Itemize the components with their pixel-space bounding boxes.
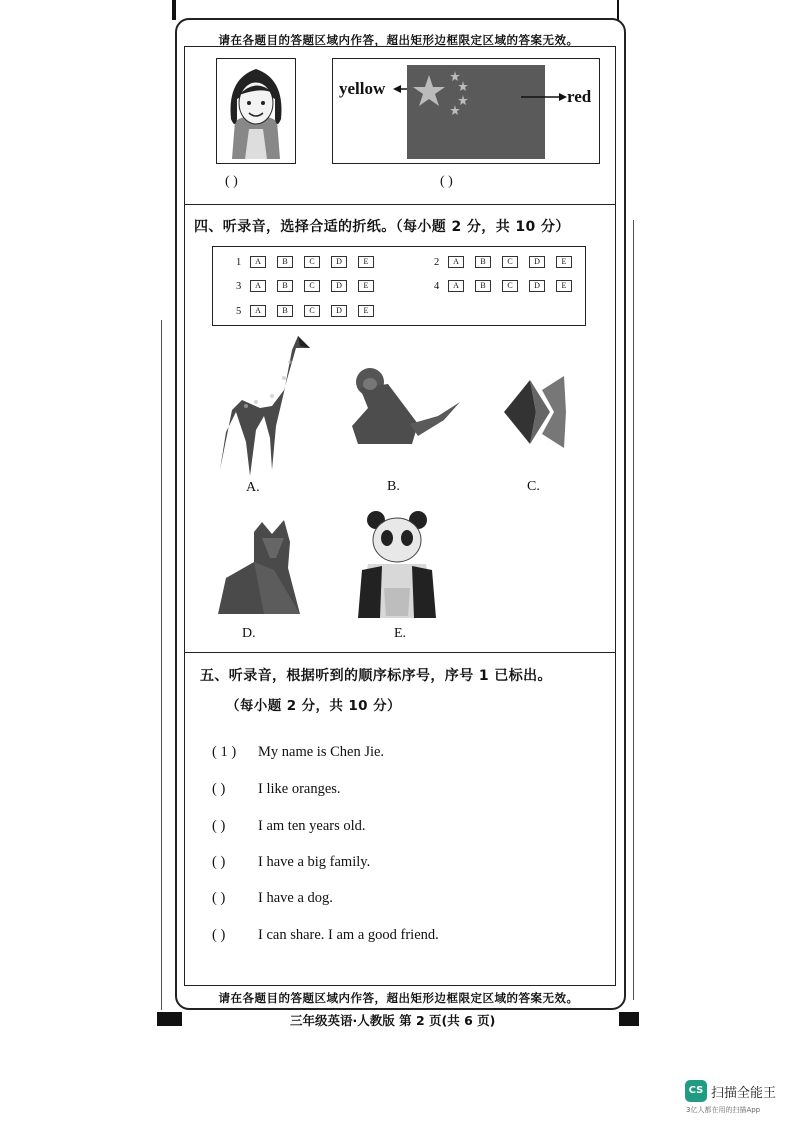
row-num: 5	[236, 305, 242, 317]
notice-bottom: 请在各题目的答题区域内作答，超出矩形边框限定区域的答案无效。	[218, 991, 579, 1005]
sentence-text: I like oranges.	[258, 781, 341, 797]
option-b[interactable]: B	[277, 305, 293, 317]
option-a[interactable]: A	[250, 280, 266, 292]
sentence-6	[212, 927, 439, 944]
option-d[interactable]: D	[331, 256, 347, 268]
scanner-name: 扫描全能王	[711, 1085, 777, 1101]
flag-label-red: red	[567, 87, 592, 106]
sentence-2	[212, 781, 341, 798]
option-b[interactable]: B	[277, 256, 293, 268]
answer-row-1	[236, 256, 385, 268]
flag-picture	[332, 58, 600, 164]
answer-row-4	[434, 280, 583, 292]
row-num: 2	[434, 256, 440, 268]
option-d[interactable]: D	[529, 280, 545, 292]
fish-origami-icon	[500, 374, 570, 450]
sentence-text: I am ten years old.	[258, 818, 366, 834]
sentence-text: My name is Chen Jie.	[258, 744, 385, 760]
option-e[interactable]: E	[358, 256, 374, 268]
picture-label-b: B.	[387, 479, 400, 494]
flag-label-yellow: yellow	[339, 79, 386, 98]
option-c[interactable]: C	[304, 305, 320, 317]
option-c[interactable]: C	[502, 280, 518, 292]
right-margin-line	[633, 220, 634, 1000]
page-footer: 三年级英语·人教版 第 2 页(共 6 页)	[290, 1013, 496, 1028]
girl-icon	[217, 59, 295, 163]
answer-row-2	[434, 256, 583, 268]
order-paren[interactable]: ( )	[212, 890, 226, 906]
picture-label-a: A.	[246, 480, 260, 495]
china-flag	[407, 65, 545, 159]
picture-label-e: E.	[394, 626, 407, 641]
order-paren[interactable]: ( )	[212, 781, 226, 797]
row-num: 4	[434, 280, 440, 292]
option-d[interactable]: D	[331, 305, 347, 317]
row-num: 1	[236, 256, 242, 268]
sentence-3	[212, 818, 366, 835]
picture-label-d: D.	[242, 626, 256, 641]
option-e[interactable]: E	[358, 280, 374, 292]
top-right-mark	[617, 0, 619, 20]
panda-origami-icon	[356, 508, 438, 620]
option-d[interactable]: D	[331, 280, 347, 292]
sentence-text: I can share. I am a good friend.	[258, 927, 439, 943]
option-c[interactable]: C	[304, 256, 320, 268]
option-a[interactable]: A	[250, 256, 266, 268]
notice-top: 请在各题目的答题区域内作答，超出矩形边框限定区域的答案无效。	[218, 33, 579, 47]
section4-title: 四、听录音，选择合适的折纸。（每小题 2 分，共 10 分）	[194, 219, 570, 235]
footer-mark-right	[619, 1012, 639, 1026]
section5-subtitle: （每小题 2 分，共 10 分）	[226, 698, 401, 714]
sentence-1	[212, 744, 384, 761]
option-a[interactable]: A	[448, 280, 464, 292]
answer-paren-flag[interactable]: ( )	[440, 174, 453, 189]
answer-paren-girl[interactable]: ( )	[225, 174, 238, 189]
answer-row-5	[236, 305, 385, 317]
sentence-4	[212, 854, 370, 871]
option-a[interactable]: A	[448, 256, 464, 268]
girl-picture	[216, 58, 296, 164]
scanner-badge: CS	[685, 1080, 707, 1102]
top-left-mark	[172, 0, 176, 20]
picture-label-c: C.	[527, 479, 540, 494]
divider-1	[184, 204, 616, 205]
option-a[interactable]: A	[250, 305, 266, 317]
section5-title: 五、听录音，根据听到的顺序标序号，序号 1 已标出。	[200, 668, 552, 684]
sentence-5	[212, 890, 333, 907]
option-e[interactable]: E	[556, 280, 572, 292]
option-d[interactable]: D	[529, 256, 545, 268]
sentence-text: I have a dog.	[258, 890, 333, 906]
option-b[interactable]: B	[475, 256, 491, 268]
order-paren[interactable]: ( )	[212, 854, 226, 870]
star-icon	[407, 65, 545, 159]
cat-origami-icon	[214, 518, 304, 618]
option-c[interactable]: C	[304, 280, 320, 292]
scanner-logo	[685, 1080, 776, 1102]
left-margin-line	[161, 320, 162, 1010]
scanner-sub: 3亿人都在用的扫描App	[686, 1106, 761, 1114]
sentence-text: I have a big family.	[258, 854, 371, 870]
option-e[interactable]: E	[556, 256, 572, 268]
option-e[interactable]: E	[358, 305, 374, 317]
divider-2	[184, 652, 616, 653]
footer-mark-left	[157, 1012, 182, 1026]
order-paren[interactable]: ( )	[212, 927, 226, 943]
option-b[interactable]: B	[475, 280, 491, 292]
arrow-right-icon	[521, 91, 567, 103]
order-paren[interactable]: ( )	[212, 818, 226, 834]
option-b[interactable]: B	[277, 280, 293, 292]
answer-row-3	[236, 280, 385, 292]
option-c[interactable]: C	[502, 256, 518, 268]
monkey-origami-icon	[348, 364, 464, 448]
giraffe-origami-icon	[212, 330, 316, 476]
order-paren[interactable]: ( 1 )	[212, 744, 237, 760]
row-num: 3	[236, 280, 242, 292]
